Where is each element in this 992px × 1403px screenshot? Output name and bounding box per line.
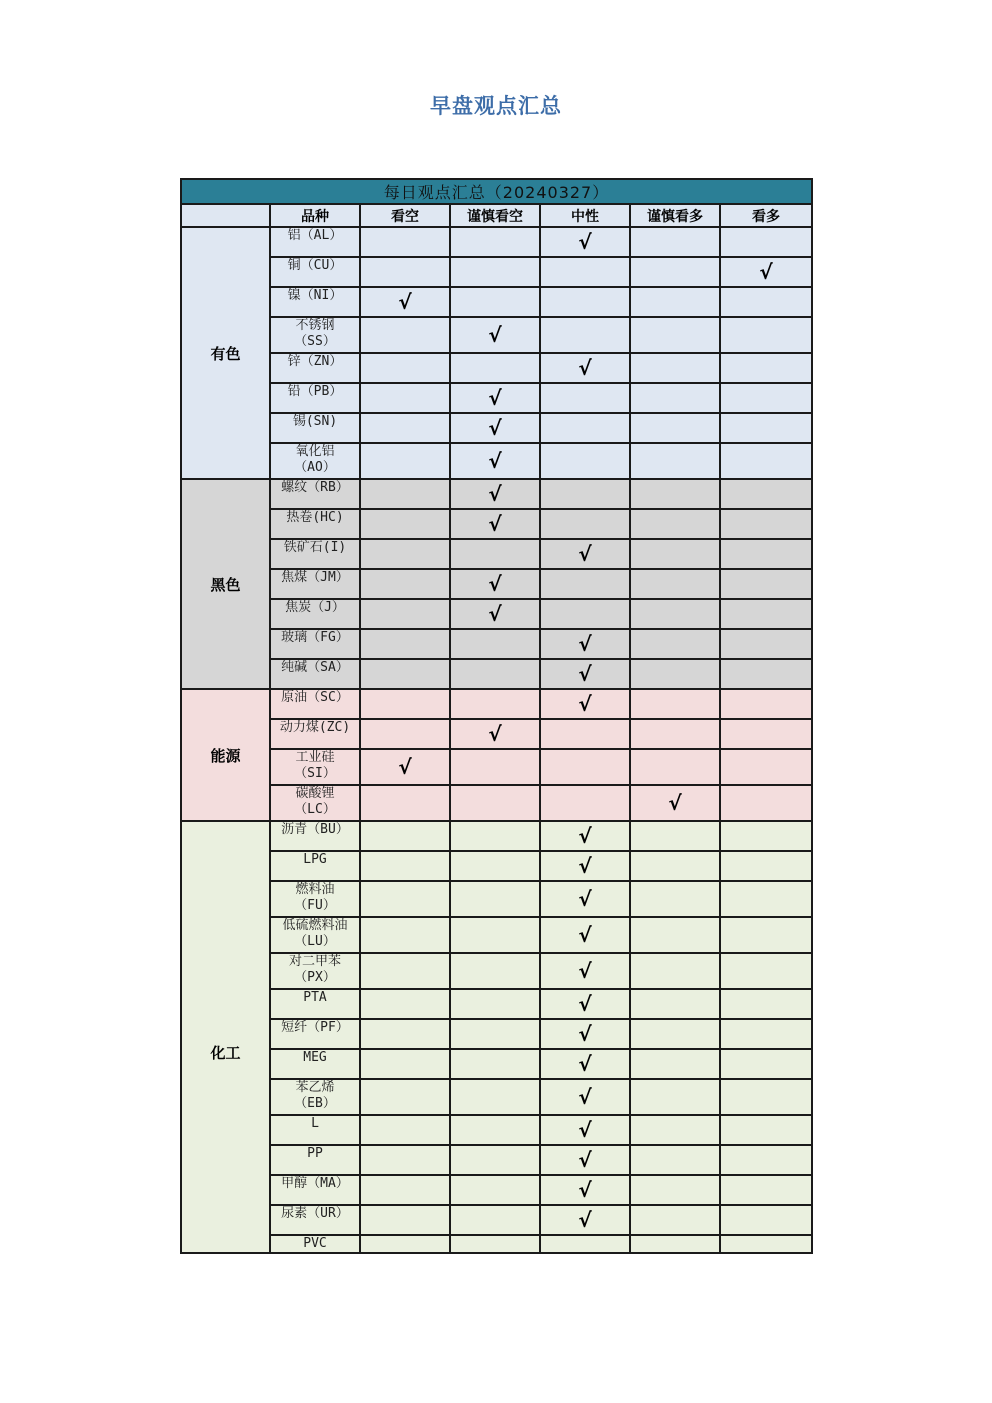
view-cell (360, 1235, 450, 1253)
view-cell (630, 629, 720, 659)
view-cell (450, 539, 540, 569)
view-cell (360, 1115, 450, 1145)
view-cell (720, 917, 812, 953)
view-cell (360, 659, 450, 689)
view-cell (540, 1115, 630, 1145)
view-cell (540, 851, 630, 881)
view-cell (540, 917, 630, 953)
view-cell (720, 1019, 812, 1049)
checkmark-icon: √ (488, 416, 502, 440)
table-row (181, 689, 812, 719)
table-row (181, 317, 812, 353)
view-cell (720, 953, 812, 989)
view-cell (720, 257, 812, 287)
view-cell (450, 287, 540, 317)
view-cell (720, 1235, 812, 1253)
table-row (181, 851, 812, 881)
item-cell: 纯碱（SA） (270, 659, 360, 689)
checkmark-icon: √ (488, 323, 502, 347)
view-cell (360, 821, 450, 851)
view-cell (450, 509, 540, 539)
item-cell: 不锈钢 （SS） (270, 317, 360, 353)
column-header-row (181, 204, 812, 227)
table-row (181, 1019, 812, 1049)
view-cell (360, 953, 450, 989)
checkmark-icon: √ (578, 824, 592, 848)
view-cell (360, 629, 450, 659)
view-cell (360, 569, 450, 599)
view-cell (360, 1145, 450, 1175)
view-cell (720, 443, 812, 479)
view-cell (450, 1079, 540, 1115)
view-cell (630, 1049, 720, 1079)
item-cell: L (270, 1115, 360, 1145)
page-title: 早盘观点汇总 (430, 94, 562, 118)
view-cell (720, 479, 812, 509)
view-cell (360, 1019, 450, 1049)
view-cell (450, 749, 540, 785)
item-cell: 动力煤(ZC) (270, 719, 360, 749)
view-cell (450, 821, 540, 851)
view-cell (360, 881, 450, 917)
view-cell (720, 353, 812, 383)
view-cell (540, 257, 630, 287)
view-cell (540, 1049, 630, 1079)
checkmark-icon: √ (578, 692, 592, 716)
item-cell: 低硫燃料油 （LU） (270, 917, 360, 953)
item-cell: 甲醇（MA） (270, 1175, 360, 1205)
item-cell: PTA (270, 989, 360, 1019)
checkmark-icon: √ (578, 356, 592, 380)
view-cell (720, 1145, 812, 1175)
view-cell (630, 383, 720, 413)
table-row (181, 443, 812, 479)
view-cell (360, 509, 450, 539)
view-cell (450, 1019, 540, 1049)
view-cell (540, 413, 630, 443)
view-cell (450, 569, 540, 599)
table-row (181, 353, 812, 383)
checkmark-icon: √ (398, 290, 412, 314)
view-cell (450, 659, 540, 689)
view-cell (720, 881, 812, 917)
view-cell (360, 1049, 450, 1079)
view-cell (360, 851, 450, 881)
table-row (181, 509, 812, 539)
table-row (181, 953, 812, 989)
view-cell (630, 821, 720, 851)
header-view-2: 看空 (360, 204, 450, 227)
checkmark-icon: √ (578, 1052, 592, 1076)
checkmark-icon: √ (578, 992, 592, 1016)
view-cell (540, 749, 630, 785)
table-row (181, 383, 812, 413)
view-cell (540, 1019, 630, 1049)
view-cell (720, 1205, 812, 1235)
item-cell: 氧化铝 （AO） (270, 443, 360, 479)
item-cell: 玻璃（FG） (270, 629, 360, 659)
view-cell (450, 989, 540, 1019)
view-cell (540, 1079, 630, 1115)
item-cell: 热卷(HC) (270, 509, 360, 539)
view-cell (630, 749, 720, 785)
item-cell: 工业硅 （SI） (270, 749, 360, 785)
view-cell (450, 881, 540, 917)
category-cell: 化工 (181, 821, 270, 1253)
view-cell (360, 413, 450, 443)
view-cell (540, 881, 630, 917)
table-row (181, 821, 812, 851)
view-cell (720, 749, 812, 785)
view-cell (360, 917, 450, 953)
view-cell (540, 1145, 630, 1175)
table-row (181, 569, 812, 599)
view-cell (720, 785, 812, 821)
view-cell (720, 383, 812, 413)
view-cell (540, 1175, 630, 1205)
view-cell (540, 953, 630, 989)
view-cell (450, 257, 540, 287)
view-cell (540, 569, 630, 599)
view-cell (540, 1235, 630, 1253)
table-row (181, 539, 812, 569)
checkmark-icon: √ (759, 260, 773, 284)
view-cell (540, 599, 630, 629)
checkmark-icon: √ (488, 722, 502, 746)
table-row (181, 785, 812, 821)
view-cell (360, 287, 450, 317)
view-cell (450, 227, 540, 257)
header-item: 品种 (270, 204, 360, 227)
view-cell (450, 785, 540, 821)
view-cell (450, 1235, 540, 1253)
header-view-4: 中性 (540, 204, 630, 227)
table-row (181, 1175, 812, 1205)
item-cell: MEG (270, 1049, 360, 1079)
view-cell (630, 881, 720, 917)
table-row (181, 1079, 812, 1115)
table-row (181, 719, 812, 749)
view-cell (540, 629, 630, 659)
view-cell (630, 953, 720, 989)
table-title: 每日观点汇总（20240327） (181, 179, 812, 204)
view-cell (630, 569, 720, 599)
view-cell (630, 539, 720, 569)
item-cell: 锌（ZN） (270, 353, 360, 383)
view-cell (720, 413, 812, 443)
item-cell: 铅（PB） (270, 383, 360, 413)
view-cell (630, 851, 720, 881)
view-cell (540, 821, 630, 851)
view-cell (360, 227, 450, 257)
view-cell (630, 917, 720, 953)
view-cell (540, 227, 630, 257)
view-cell (360, 1175, 450, 1205)
table-row (181, 287, 812, 317)
checkmark-icon: √ (578, 632, 592, 656)
view-cell (720, 689, 812, 719)
checkmark-icon: √ (578, 923, 592, 947)
view-cell (630, 719, 720, 749)
view-cell (360, 719, 450, 749)
table-row (181, 257, 812, 287)
view-cell (540, 539, 630, 569)
view-cell (720, 1115, 812, 1145)
view-cell (720, 569, 812, 599)
view-cell (720, 317, 812, 353)
checkmark-icon: √ (578, 1085, 592, 1109)
header-view-6: 看多 (720, 204, 812, 227)
view-cell (450, 479, 540, 509)
table-row (181, 1049, 812, 1079)
view-cell (630, 599, 720, 629)
view-cell (450, 383, 540, 413)
view-cell (450, 317, 540, 353)
item-cell: 铝（AL） (270, 227, 360, 257)
view-cell (720, 539, 812, 569)
checkmark-icon: √ (488, 572, 502, 596)
view-cell (630, 1079, 720, 1115)
checkmark-icon: √ (578, 230, 592, 254)
view-cell (720, 227, 812, 257)
view-cell (630, 1145, 720, 1175)
view-cell (540, 353, 630, 383)
checkmark-icon: √ (578, 1148, 592, 1172)
item-cell: LPG (270, 851, 360, 881)
view-cell (720, 1049, 812, 1079)
view-cell (450, 719, 540, 749)
view-cell (630, 989, 720, 1019)
view-cell (450, 629, 540, 659)
item-cell: 碳酸锂 （LC） (270, 785, 360, 821)
view-cell (540, 383, 630, 413)
table-row (181, 1115, 812, 1145)
view-cell (630, 785, 720, 821)
view-cell (450, 1145, 540, 1175)
view-cell (540, 659, 630, 689)
view-cell (450, 1049, 540, 1079)
checkmark-icon: √ (578, 1178, 592, 1202)
view-cell (450, 1175, 540, 1205)
item-cell: 沥青（BU） (270, 821, 360, 851)
table-row (181, 659, 812, 689)
view-cell (630, 509, 720, 539)
view-cell (360, 317, 450, 353)
view-cell (540, 1205, 630, 1235)
view-cell (720, 509, 812, 539)
checkmark-icon: √ (578, 854, 592, 878)
view-cell (450, 851, 540, 881)
view-cell (540, 509, 630, 539)
view-cell (360, 257, 450, 287)
checkmark-icon: √ (488, 482, 502, 506)
header-category (181, 204, 270, 227)
view-cell (540, 443, 630, 479)
checkmark-icon: √ (578, 662, 592, 686)
item-cell: 铜（CU） (270, 257, 360, 287)
table-row (181, 599, 812, 629)
view-cell (450, 1205, 540, 1235)
view-cell (720, 1175, 812, 1205)
item-cell: 焦炭（J） (270, 599, 360, 629)
view-summary-table (180, 178, 813, 1254)
view-cell (450, 599, 540, 629)
view-cell (720, 989, 812, 1019)
view-cell (450, 413, 540, 443)
table-row (181, 1205, 812, 1235)
view-cell (720, 1079, 812, 1115)
header-view-3: 谨慎看空 (450, 204, 540, 227)
view-cell (720, 719, 812, 749)
view-cell (630, 1175, 720, 1205)
view-cell (720, 629, 812, 659)
item-cell: 原油（SC） (270, 689, 360, 719)
checkmark-icon: √ (578, 1022, 592, 1046)
view-cell (630, 353, 720, 383)
view-cell (450, 953, 540, 989)
checkmark-icon: √ (668, 791, 682, 815)
item-cell: 锡(SN) (270, 413, 360, 443)
view-cell (360, 785, 450, 821)
view-cell (720, 659, 812, 689)
category-cell: 有色 (181, 227, 270, 479)
table-row (181, 917, 812, 953)
view-cell (540, 785, 630, 821)
checkmark-icon: √ (398, 755, 412, 779)
table-row (181, 881, 812, 917)
table-row (181, 749, 812, 785)
view-cell (360, 689, 450, 719)
view-cell (630, 1205, 720, 1235)
item-cell: 焦煤（JM） (270, 569, 360, 599)
table-row (181, 629, 812, 659)
view-cell (630, 443, 720, 479)
view-cell (450, 917, 540, 953)
view-cell (630, 479, 720, 509)
header-view-5: 谨慎看多 (630, 204, 720, 227)
category-cell: 黑色 (181, 479, 270, 689)
view-cell (450, 443, 540, 479)
item-cell: 苯乙烯 （EB） (270, 1079, 360, 1115)
view-cell (720, 851, 812, 881)
category-cell: 能源 (181, 689, 270, 821)
checkmark-icon: √ (488, 449, 502, 473)
view-cell (540, 287, 630, 317)
checkmark-icon: √ (488, 602, 502, 626)
checkmark-icon: √ (488, 512, 502, 536)
view-cell (360, 479, 450, 509)
checkmark-icon: √ (578, 887, 592, 911)
item-cell: 螺纹（RB） (270, 479, 360, 509)
checkmark-icon: √ (488, 386, 502, 410)
view-cell (360, 353, 450, 383)
view-cell (630, 1235, 720, 1253)
view-cell (720, 287, 812, 317)
view-cell (630, 689, 720, 719)
view-cell (720, 599, 812, 629)
view-cell (360, 383, 450, 413)
table-body (181, 227, 812, 1253)
view-cell (630, 1019, 720, 1049)
item-cell: 燃料油 （FU） (270, 881, 360, 917)
view-cell (540, 989, 630, 1019)
view-cell (360, 1205, 450, 1235)
view-cell (630, 257, 720, 287)
view-cell (630, 227, 720, 257)
checkmark-icon: √ (578, 1208, 592, 1232)
view-cell (360, 989, 450, 1019)
item-cell: 铁矿石(I) (270, 539, 360, 569)
table-row (181, 413, 812, 443)
view-cell (360, 539, 450, 569)
item-cell: PP (270, 1145, 360, 1175)
daily-view-table (180, 178, 811, 1254)
view-cell (360, 749, 450, 785)
view-cell (360, 599, 450, 629)
checkmark-icon: √ (578, 1118, 592, 1142)
view-cell (360, 443, 450, 479)
checkmark-icon: √ (578, 542, 592, 566)
view-cell (630, 1115, 720, 1145)
item-cell: 对二甲苯 （PX） (270, 953, 360, 989)
table-row (181, 479, 812, 509)
view-cell (360, 1079, 450, 1115)
table-row (181, 227, 812, 257)
view-cell (450, 1115, 540, 1145)
table-row (181, 989, 812, 1019)
view-cell (540, 479, 630, 509)
view-cell (540, 689, 630, 719)
table-row (181, 1145, 812, 1175)
view-cell (630, 413, 720, 443)
item-cell: PVC (270, 1235, 360, 1253)
item-cell: 尿素（UR） (270, 1205, 360, 1235)
view-cell (630, 317, 720, 353)
view-cell (450, 353, 540, 383)
view-cell (630, 287, 720, 317)
table-row (181, 1235, 812, 1253)
view-cell (720, 821, 812, 851)
view-cell (630, 659, 720, 689)
checkmark-icon: √ (578, 959, 592, 983)
item-cell: 镍（NI） (270, 287, 360, 317)
item-cell: 短纤（PF） (270, 1019, 360, 1049)
view-cell (540, 719, 630, 749)
view-cell (540, 317, 630, 353)
view-cell (450, 689, 540, 719)
